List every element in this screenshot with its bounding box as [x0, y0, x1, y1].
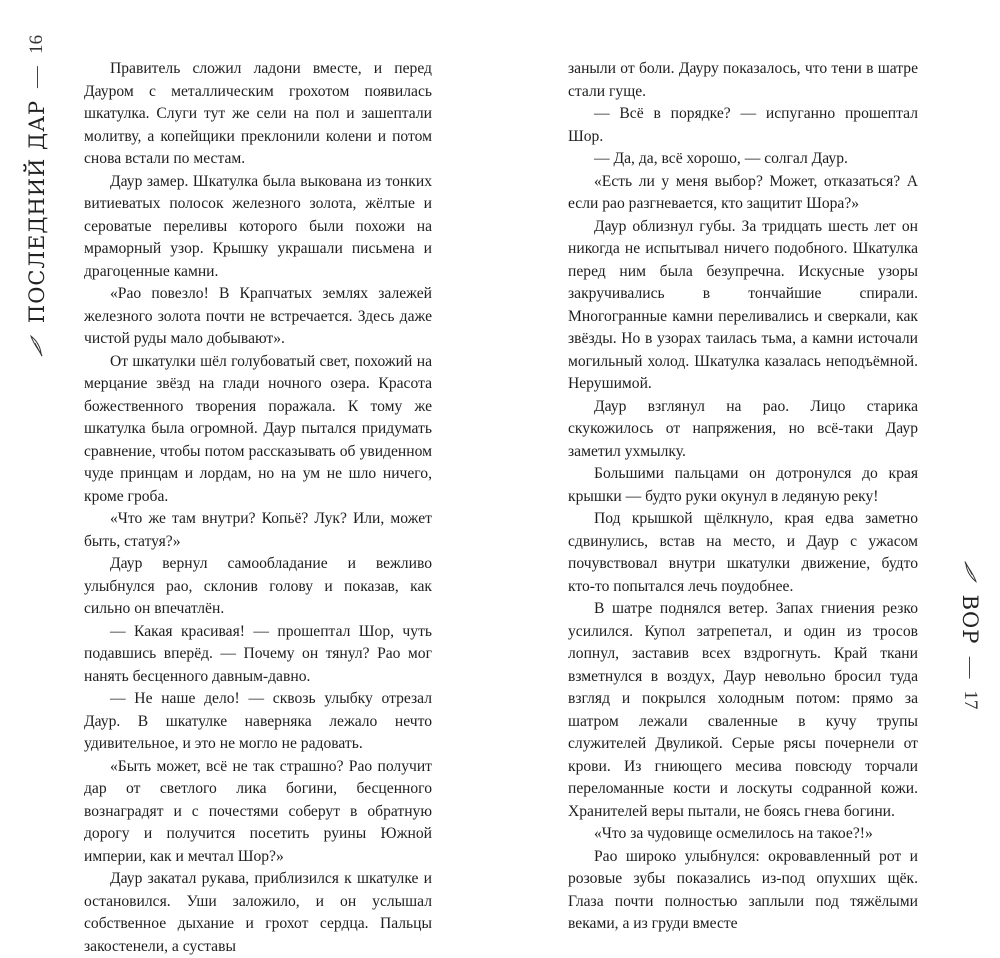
left-page: [0, 0, 500, 955]
paragraph: Под крышкой щёлкнуло, края едва заметно сдвинулись, встав на место, и Даур с ужасом почувствовал внутри шкатулки движение, будто кто-то попытался лечь поудобнее.: [568, 510, 918, 595]
feather-icon: [30, 335, 44, 357]
paragraph: Даур закатал рукава, приблизился к шкатулке и остановился. Уши заложило, и он услышал собственное дыхание и грохот сердца. Пальцы закостенели, а суставы: [84, 870, 432, 955]
running-head-title: ПОСЛЕДНИЙ ДАР: [25, 99, 49, 324]
paragraph: — Не наше дело! — сквозь улыбку отрезал Даур. В шкатулке наверняка лежало нечто удивительное, и это не могло не радовать.: [84, 690, 432, 752]
page-number: 17: [960, 690, 981, 710]
paragraph: От шкатулки шёл голубоватый свет, похожий на мерцание звёзд на глади ночного озера. Красота божественного творения поражала. К тому же шкатулка была огромной. Даур пытался придумать сравнение, чтобы потом рассказывать об увиденном чуде принцам и лордам, но на ум не шло ничего, кроме гроба.: [84, 352, 432, 505]
paragraph: Даур замер. Шкатулка была выкована из тонких витиеватых полосок железного золота, жёлтые и сероватые переливы которого были похожи на мраморный узор. Крышку украшали письмена и драгоценные камни.: [84, 172, 432, 280]
paragraph: Большими пальцами он дотронулся до края крышки — будто руки окунул в ледяную реку!: [568, 465, 918, 505]
right-running-head: [950, 560, 990, 710]
page-number: 16: [26, 34, 47, 54]
paragraph: — Да, да, всё хорошо, — солгал Даур.: [594, 150, 848, 167]
paragraph: — Всё в порядке? — испуганно прошептал Шор.: [568, 105, 918, 145]
left-body-text: [84, 58, 432, 958]
paragraph-continuation: заныли от боли. Дауру показалось, что тени в шатре стали гуще.: [568, 60, 918, 100]
paragraph: Даур облизнул губы. За тридцать шесть лет он никогда не испытывал ничего подобного. Шкатулка перед ним была безупречна. Искусные узоры закручивались в тончайшие спирали. Многогранные камни переливались и сверкали, как звёзды. Но в узорах таилась тьма, а камни источали могильный холод. Шкатулка казалась неподъёмной. Нерушимой.: [568, 217, 918, 392]
paragraph: «Что за чудовище осмелилось на такое?!»: [594, 825, 873, 842]
right-body-text: [568, 58, 918, 936]
divider: [970, 656, 971, 678]
paragraph: «Что же там внутри? Копьё? Лук? Или, может быть, статуя?»: [84, 510, 432, 550]
divider: [37, 66, 38, 88]
paragraph: Правитель сложил ладони вместе, и перед Дауром с металлическим грохотом появилась шкатулка. Слуги тут же сели на пол и зашептали молитву, а копейщики преклонили колени и потом снова встали по местам.: [84, 60, 432, 167]
feather-icon: [963, 561, 977, 583]
paragraph: «Есть ли у меня выбор? Может, отказаться? А если рао разгневается, кто защитит Шора?»: [568, 172, 918, 212]
paragraph: «Быть может, всё не так страшно? Рао получит дар от светлого лика богини, бесценного вознаградят и с почестями соберут в обратную дорогу и получится посетить руины Южной империи, как и мечтал Шор?»: [84, 757, 432, 865]
right-page: [500, 0, 1000, 932]
left-running-head: [22, 34, 52, 326]
paragraph: Даур вернул самообладание и вежливо улыбнулся рао, склонив голову и показав, как сильно он впечатлён.: [84, 555, 432, 617]
paragraph: «Рао повезло! В Крапчатых землях залежей железного золота почти не встречается. Здесь даже чистой руды мало добывают».: [84, 285, 432, 347]
running-head-title: ВОР: [958, 594, 982, 645]
paragraph: — Какая красивая! — прошептал Шор, чуть подавшись вперёд. — Почему он тянул? Рао мог нанять бесценного давным-давно.: [84, 622, 432, 685]
paragraph: В шатре поднялся ветер. Запах гниения резко усилился. Купол затрепетал, и один из тросов лопнул, заставив всех вздрогнуть. Край ткани взметнулся в воздух, Даур невольно бросил туда взгляд и покрылся холодным потом: прямо за шатром лежали сваленные в кучу трупы служителей Двуликой. Серые рясы почернели от крови. Из гниющего месива повсюду торчали переломанные кости и лоскуты содранной кожи. Хранителей веры пытали, не боясь гнева богини.: [568, 600, 918, 820]
paragraph: Даур взглянул на рао. Лицо старика скукожилось от напряжения, но всё-таки Даур заметил ухмылку.: [568, 397, 918, 460]
paragraph: Рао широко улыбнулся: окровавленный рот и розовые зубы показались из-под опухших щёк. Глаза почти полностью заплыли под тяжёлыми веками, а из груди вместе: [568, 847, 918, 932]
